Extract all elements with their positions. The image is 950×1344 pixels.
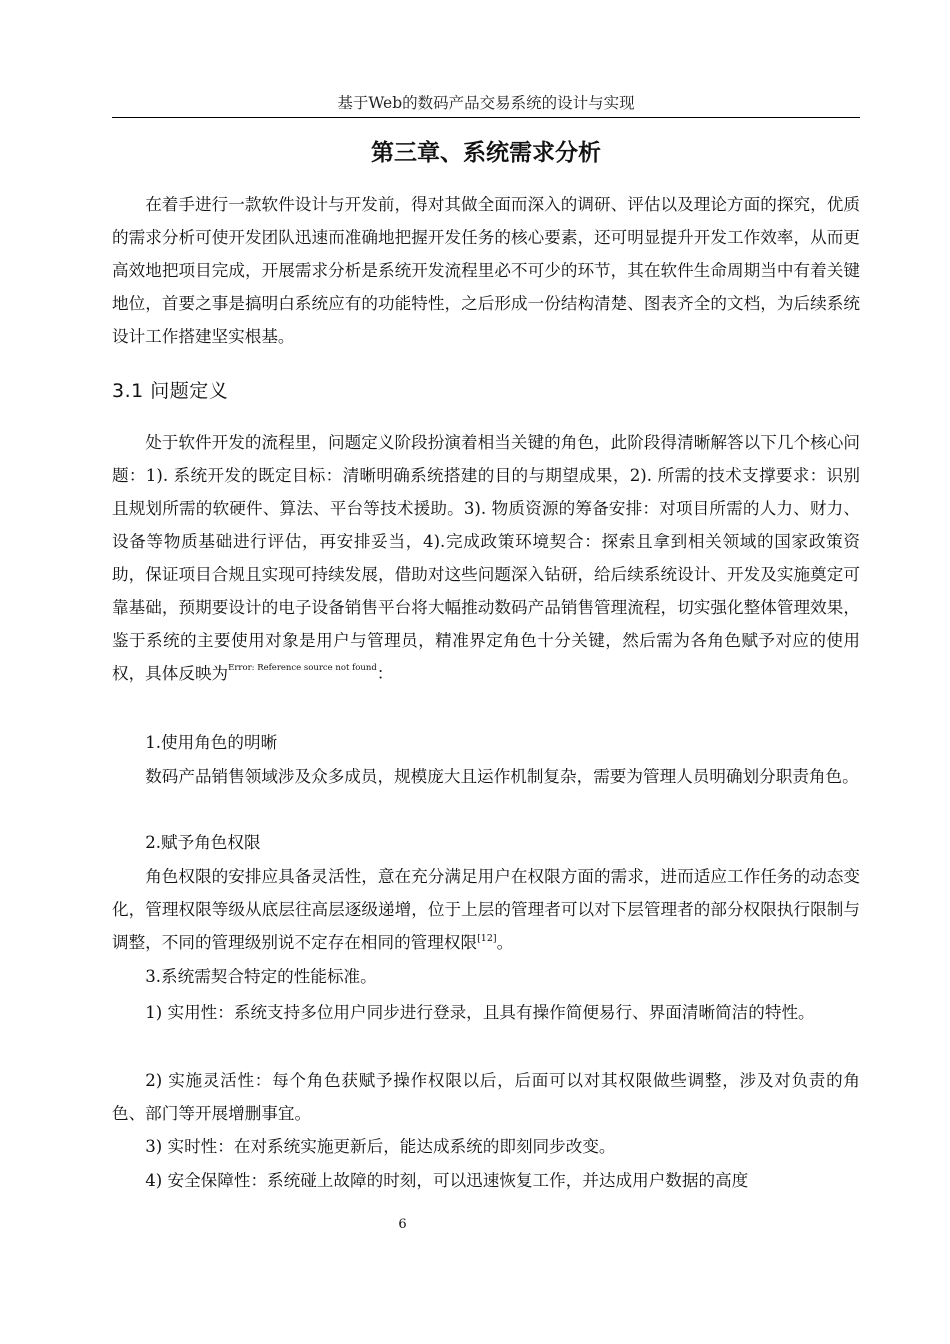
item2-paragraph [112, 860, 860, 959]
section-title: 3.1 问题定义 [112, 380, 229, 402]
problem-definition-end: ： [376, 664, 394, 683]
citation-marker: [12] [477, 933, 497, 944]
chapter-title: 第三章、系统需求分析 [371, 140, 601, 166]
item1-text: 数码产品销售领域涉及众多成员，规模庞大且运作机制复杂，需要为管理人员明确划分职责角色。 [145, 767, 859, 786]
problem-definition-paragraph [112, 426, 860, 690]
chapter-intro-paragraph: 在着手进行一款软件设计与开发前，得对其做全面而深入的调研、评估以及理论方面的探究，优质的需求分析可使开发团队迅速而准确地把握开发任务的核心要素，还可明显提升开发工作效率，从而更高效地把项目完成，开展需求分析是系统开发流程里必不可少的环节，其在软件生命周期当中有着关键地位，首要之事是搞明白系统应有的功能特性，之后形成一份结构清楚、图表齐全的文档，为后续系统设计工作搭建坚实根基。 [112, 195, 860, 346]
page-number: 6 [398, 1217, 407, 1232]
running-header: 基于Web的数码产品交易系统的设计与实现 [337, 94, 635, 112]
performance-usability: 1) 实用性：系统支持多位用户同步进行登录，且具有操作简便易行、界面清晰简洁的特性。 [145, 1003, 815, 1022]
header-divider [112, 117, 860, 118]
performance-flexibility: 2) 实施灵活性：每个角色获赋予操作权限以后，后面可以对其权限做些调整，涉及对负责的角色、部门等开展增删事宜。 [112, 1071, 860, 1123]
item3-title: 3.系统需契合特定的性能标准。 [145, 967, 377, 986]
performance-realtime: 3) 实时性：在对系统实施更新后，能达成系统的即刻同步改变。 [145, 1137, 616, 1156]
problem-definition-text: 处于软件开发的流程里，问题定义阶段扮演着相当关键的角色，此阶段得清晰解答以下几个核心问题：1). 系统开发的既定目标：清晰明确系统搭建的目的与期望成果，2). 所需的技术支撑要求：识别且规划所需的软硬件、算法、平台等技术援助。3). 物质资源的筹备安排：对项目所需的人力、财力、设备等物质基础进行评估，再安排妥当，4).完成政策环境契合：探索且拿到相关领域的国家政策资助，保证项目合规且实现可持续发展，借助对这些问题深入钻研，给后续系统设计、开发及实施奠定可靠基础，预期要设计的电子设备销售平台将大幅推动数码产品销售管理流程，切实强化整体管理效果，鉴于系统的主要使用对象是用户与管理员，精准界定角色十分关键，然后需为各角色赋予对应的使用权，具体反映为 [112, 433, 860, 683]
item2-text: 角色权限的安排应具备灵活性，意在充分满足用户在权限方面的需求，进而适应工作任务的动态变化，管理权限等级从底层往高层逐级递增，位于上层的管理者可以对下层管理者的部分权限执行限制与调整，不同的管理级别说不定存在相同的管理权限 [112, 867, 860, 952]
item2-end: 。 [496, 933, 514, 952]
reference-error-marker: Error: Reference source not found [228, 663, 377, 673]
performance-security: 4) 安全保障性：系统碰上故障的时刻，可以迅速恢复工作，并达成用户数据的高度 [145, 1171, 749, 1190]
item1-title: 1.使用角色的明晰 [145, 733, 278, 752]
item2-title: 2.赋予角色权限 [145, 833, 261, 852]
